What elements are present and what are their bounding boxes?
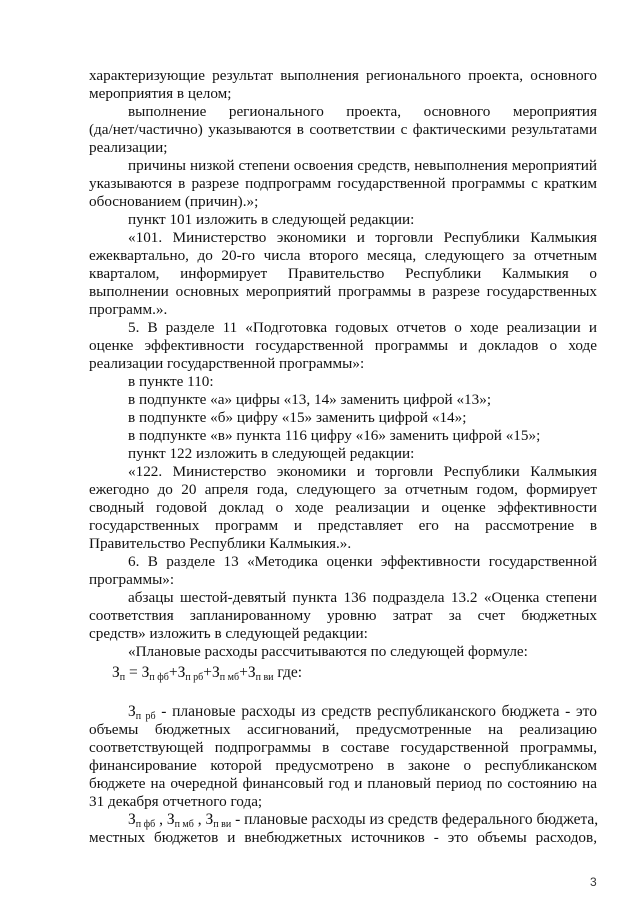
text-line: средств» изложить в следующей редакции: bbox=[89, 625, 368, 642]
text-line: ежеквартально, до 20-го числа второго месяца, следующего за отчетным bbox=[89, 247, 597, 264]
text-line: выполнении основных мероприятий программы в разрезе государственных bbox=[89, 283, 597, 300]
text-line: соответствия запланированному уровню затрат за счет бюджетных bbox=[89, 607, 597, 624]
text-line: Правительство Республики Калмыкия.». bbox=[89, 535, 352, 552]
text-line: (да/нет/частично) указываются в соответствии с фактическими результатами bbox=[89, 121, 597, 138]
text-line: 6. В разделе 13 «Методика оценки эффективности государственной bbox=[128, 553, 597, 570]
text-line: 5. В разделе 11 «Подготовка годовых отчетов о ходе реализации и bbox=[128, 319, 597, 336]
text-line: в подпункте «б» цифру «15» заменить цифрой «14»; bbox=[128, 409, 467, 426]
text-line: причины низкой степени освоения средств, невыполнения мероприятий bbox=[128, 157, 597, 174]
text-line: пункт 122 изложить в следующей редакции: bbox=[128, 445, 415, 462]
text-line: финансирование которой предусмотрено в законе о республиканском bbox=[89, 757, 597, 774]
text-line: «122. Министерство экономики и торговли Республики Калмыкия bbox=[128, 463, 597, 480]
text-line: программы»: bbox=[89, 571, 175, 588]
text-line: в подпункте «в» пункта 116 цифру «16» заменить цифрой «15»; bbox=[128, 427, 541, 444]
text-line: сводный годовой доклад о ходе реализации и оценке эффективности bbox=[89, 499, 597, 516]
definition-other-budgets: $З_{п фб}$ , $З_{п мб}$ , $З_{п ви}$ - плановые расходы из средств федерального бюджета, bbox=[128, 811, 599, 830]
page-number: 3 bbox=[590, 875, 597, 889]
text-line: объемы бюджетных ассигнований, предусмотренные на реализацию bbox=[89, 721, 597, 738]
plan-expenses-formula: $З_п = З_{п фб}+З_{п рб}+З_{п мб}+З_{п ви}$ где: bbox=[112, 664, 303, 683]
text-line: выполнение регионального проекта, основного мероприятия bbox=[128, 103, 597, 120]
text-line: соответствующей подпрограммы в составе государственной программы, bbox=[89, 739, 597, 756]
formula-symbol: З bbox=[112, 664, 120, 681]
text-line: характеризующие результат выполнения регионального проекта, основного bbox=[89, 67, 597, 84]
text-line: бюджете на очередной финансовый год и плановый период по состоянию на bbox=[89, 775, 597, 792]
text-line: местных бюджетов и внебюджетных источников - это объемы расходов, bbox=[89, 829, 597, 846]
text-line: программ.». bbox=[89, 301, 168, 318]
text-line: государственных программ и представляет его на рассмотрение в bbox=[89, 517, 597, 534]
text-line: кварталом, информирует Правительство Республики Калмыкия о bbox=[89, 265, 597, 282]
text-line: ежегодно до 20 апреля года, следующего за отчетным годом, формирует bbox=[89, 481, 597, 498]
text-line: реализации государственной программы»: bbox=[89, 355, 365, 372]
text-line: пункт 101 изложить в следующей редакции: bbox=[128, 211, 415, 228]
text-line: мероприятия в целом; bbox=[89, 85, 232, 102]
text-line: в пункте 110: bbox=[128, 373, 214, 390]
text-line: «101. Министерство экономики и торговли Республики Калмыкия bbox=[128, 229, 597, 246]
text-line: в подпункте «а» цифры «13, 14» заменить цифрой «13»; bbox=[128, 391, 492, 408]
text-line: оценке эффективности государственной программы и докладов о ходе bbox=[89, 337, 597, 354]
text-line: обоснованием (причин).»; bbox=[89, 193, 259, 210]
definition-republic-budget: $З_{п рб}$ - плановые расходы из средств республиканского бюджета - это bbox=[128, 703, 597, 722]
text-line: реализации; bbox=[89, 139, 168, 156]
text-line: абзацы шестой-девятый пункта 136 подраздела 13.2 «Оценка степени bbox=[128, 589, 597, 606]
text-line: указываются в разрезе подпрограмм государственной программы с кратким bbox=[89, 175, 597, 192]
text-line: «Плановые расходы рассчитываются по следующей формуле: bbox=[128, 643, 528, 660]
text-line: 31 декабря отчетного года; bbox=[89, 793, 263, 810]
